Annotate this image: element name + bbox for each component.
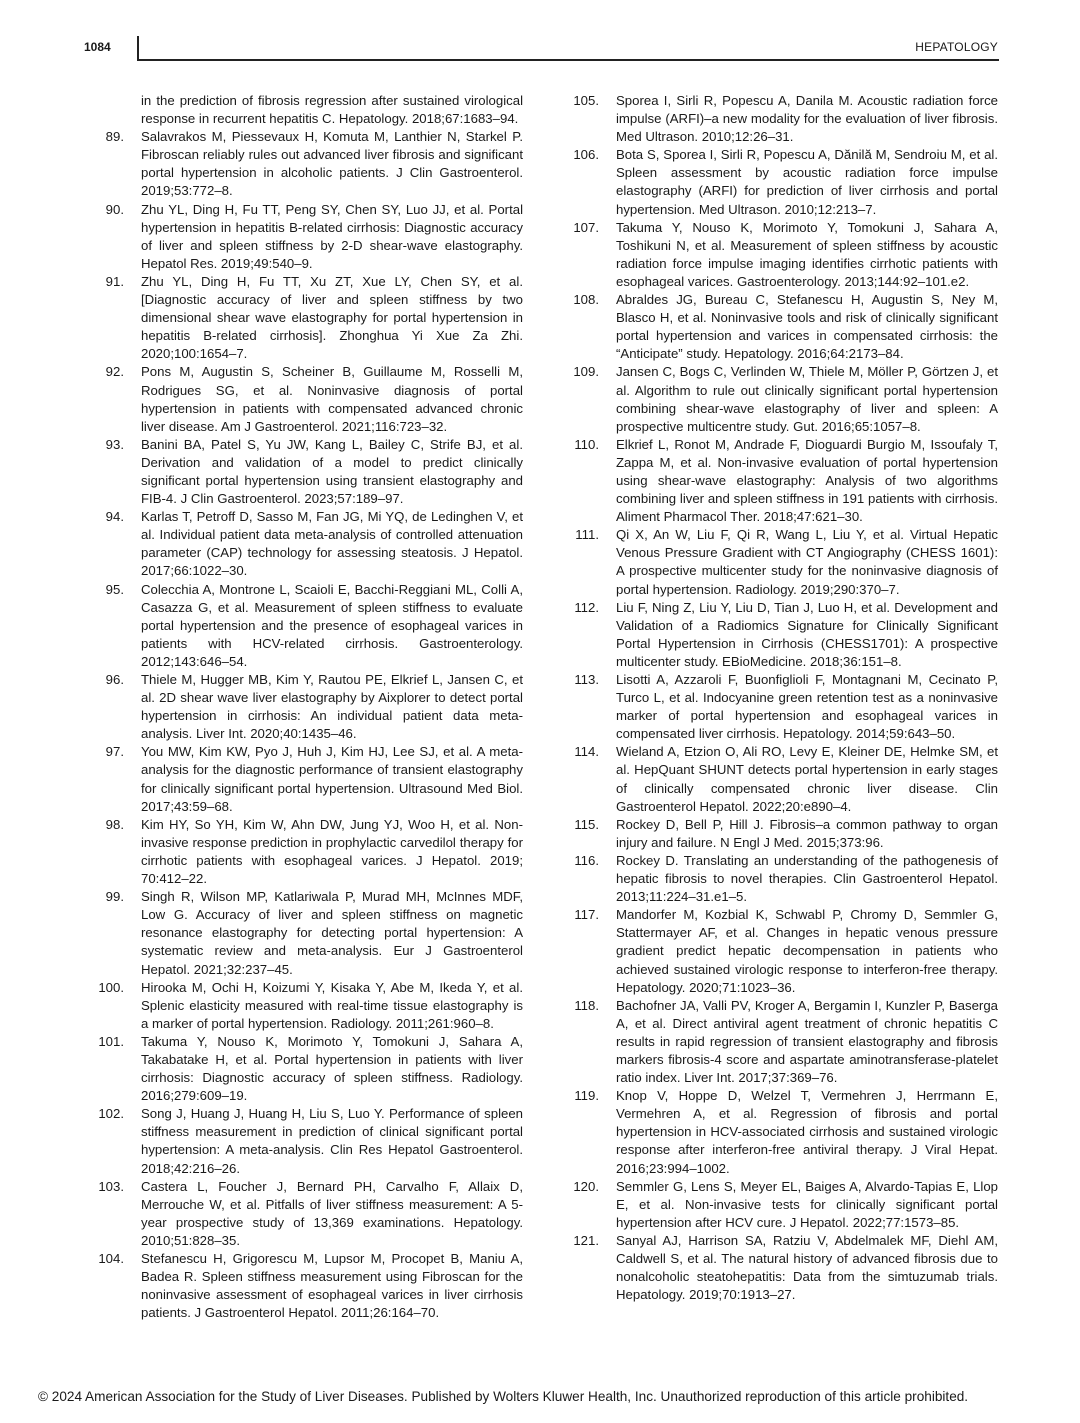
reference-text: Sporea I, Sirli R, Popescu A, Danila M. Acoustic radiation force impulse (ARFI)–a new modality for the evaluation of liver fibrosis. Med Ultrason. 2010;12:26–31. xyxy=(616,93,998,145)
reference-item xyxy=(557,671,998,743)
reference-item xyxy=(82,1105,523,1177)
reference-text: Zhu YL, Ding H, Fu TT, Peng SY, Chen SY, Luo JJ, et al. Portal hypertension in hepatitis B-related cirrhosis: Diagnostic accuracy of liver and spleen stiffness by 2-D shear-wave elastography. Hepatol Res. 2019;49:540–9. xyxy=(141,201,523,271)
reference-text: Elkrief L, Ronot M, Andrade F, Dioguardi Burgio M, Issoufaly T, Zappa M, et al. Non-invasive evaluation of portal hypertension using shear-wave elastography: Analysis of two algorithms combining liver and spleen stiffness in 191 patients with cirrhosis. Aliment Pharmacol Ther. 2018;47:621–30. xyxy=(616,436,998,525)
reference-text: Singh R, Wilson MP, Katlariwala P, Murad MH, McInnes MDF, Low G. Accuracy of liver and spleen stiffness on magnetic resonance elastography for detecting portal hypertension: A systematic review and meta-analysis. Eur J Gastroenterol Hepatol. 2021;32:237–45. xyxy=(141,889,523,977)
reference-number: 116. xyxy=(574,852,599,868)
reference-number: 100. xyxy=(98,979,124,995)
reference-item xyxy=(82,273,523,363)
reference-number: 114. xyxy=(574,744,599,760)
reference-text: Sanyal AJ, Harrison SA, Ratziu V, Abdelmalek MF, Diehl AM, Caldwell S, et al. The natural history of advanced fibrosis due to nonalcoholic steatohepatitis: Data from the simtuzumab trials. Hepatology. 2019;70:1913–27. xyxy=(616,1232,998,1303)
reference-item xyxy=(82,979,523,1033)
reference-text: Rockey D. Translating an understanding of the pathogenesis of hepatic fibrosis to novel therapies. Clin Gastroenterol Hepatol. 2013;11:224–31.e1–5. xyxy=(616,852,998,905)
reference-column-left xyxy=(82,92,523,1322)
reference-number: 112. xyxy=(574,599,599,615)
page-number: 1084 xyxy=(84,40,111,54)
reference-item xyxy=(557,816,998,852)
reference-number: 98. xyxy=(105,816,124,832)
journal-title: HEPATOLOGY xyxy=(915,40,998,54)
reference-item xyxy=(557,743,998,815)
reference-item xyxy=(82,201,523,273)
reference-number: 96. xyxy=(105,672,124,687)
reference-text: Mandorfer M, Kozbial K, Schwabl P, Chromy D, Semmler G, Stattermayer AF, et al. Changes in hepatic venous pressure gradient predict hepatic decompensation in patients who achieved sustained virologic response to interferon-free therapy. Hepatology. 2020;71:1023–36. xyxy=(616,907,998,995)
reference-item xyxy=(82,816,523,888)
reference-number: 101. xyxy=(98,1033,124,1049)
reference-item xyxy=(82,1178,523,1250)
header-divider-vertical xyxy=(137,36,139,60)
reference-text: Qi X, An W, Liu F, Qi R, Wang L, Liu Y, et al. Virtual Hepatic Venous Pressure Gradient with CT Angiography (CHESS 1601): A prospective multicenter study for the noninvasive diagnosis of portal hypertension. Radiology. 2019;290:370–7. xyxy=(616,527,998,597)
reference-number: 94. xyxy=(105,509,124,525)
reference-number: 105. xyxy=(573,93,599,108)
reference-item xyxy=(557,1087,998,1177)
reference-text: Bota S, Sporea I, Sirli R, Popescu A, Dănilă M, Sendroiu M, et al. Spleen assessment by acoustic radiation force impulse elastography (ARFI) for prediction of liver cirrhosis and portal hypertension. Med Ultrason. 2010;12:213–7. xyxy=(616,147,998,217)
reference-number: 91. xyxy=(105,273,124,289)
reference-text: Knop V, Hoppe D, Welzel T, Vermehren J, Herrmann E, Vermehren A, et al. Regression of fibrosis and portal hypertension in HCV-associated cirrhosis and sustained virologic response after interferon-free antiviral therapy. J Viral Hepat. 2016;23:994–1002. xyxy=(616,1088,998,1176)
reference-item xyxy=(82,1250,523,1322)
reference-text: You MW, Kim KW, Pyo J, Huh J, Kim HJ, Lee SJ, et al. A meta-analysis for the diagnostic performance of transient elastography for clinically significant portal hypertension. Ultrasound Med Biol. 2017;43:59–68. xyxy=(141,744,523,814)
reference-text: Zhu YL, Ding H, Fu TT, Xu ZT, Xue LY, Chen SY, et al. [Diagnostic accuracy of liver and spleen stiffness by two dimensional shear wave elastography for portal hypertension in hepatitis B-related cirrhosis]. Zhonghua Yi Xue Za Zhi. 2020;100:1654–7. xyxy=(141,273,523,362)
reference-text: Liu F, Ning Z, Liu Y, Liu D, Tian J, Luo H, et al. Development and Validation of a Radiomics Signature for Clinically Significant Portal Hypertension in Cirrhosis (CHESS1701): A prospective multicenter study. EBioMedicine. 2018;36:151–8. xyxy=(616,599,998,669)
reference-number: 117. xyxy=(574,907,599,923)
reference-text: Song J, Huang J, Huang H, Liu S, Luo Y. Performance of spleen stiffness measurement in prediction of clinical significant portal hypertension: A meta-analysis. Clin Res Hepatol Gastroenterol. 2018;42:216–26. xyxy=(141,1106,523,1176)
reference-item xyxy=(82,436,523,508)
header-divider-horizontal xyxy=(137,59,999,61)
reference-text: Salavrakos M, Piessevaux H, Komuta M, Lanthier N, Starkel P. Fibroscan reliably rules out advanced liver fibrosis and significant portal hypertension in alcoholic patients. J Clin Gastroenterol. 2019;53:772–8. xyxy=(141,129,523,199)
reference-text: Rockey D, Bell P, Hill J. Fibrosis–a common pathway to organ injury and failure. N Engl J Med. 2015;373:96. xyxy=(616,816,998,850)
reference-number: 120. xyxy=(573,1178,599,1194)
reference-item xyxy=(557,146,998,218)
reference-item xyxy=(82,743,523,815)
reference-item xyxy=(557,906,998,996)
reference-number: 118. xyxy=(574,997,599,1013)
reference-item xyxy=(82,581,523,671)
reference-text: Takuma Y, Nouso K, Morimoto Y, Tomokuni J, Sahara A, Takabatake H, et al. Portal hypertension in patients with liver cirrhosis: Diagnostic accuracy of spleen stiffness. Radiology. 2016;279:609–19. xyxy=(141,1033,523,1104)
reference-text: Wieland A, Etzion O, Ali RO, Levy E, Kleiner DE, Helmke SM, et al. HepQuant SHUNT detects portal hypertension in early stages of clinically compensated chronic liver disease. Clin Gastroenterol Hepatol. 2022;20:e890–4. xyxy=(616,744,998,814)
reference-text: Stefanescu H, Grigorescu M, Lupsor M, Procopet B, Maniu A, Badea R. Spleen stiffness measurement using Fibroscan for the noninvasive assessment of esophageal varices in liver cirrhosis patients. J Gastroenterol Hepatol. 2011;26:164–70. xyxy=(141,1251,523,1321)
reference-number: 110. xyxy=(574,436,599,452)
reference-item xyxy=(82,508,523,580)
reference-text: Bachofner JA, Valli PV, Kroger A, Bergamin I, Kunzler P, Baserga A, et al. Direct antiviral agent treatment of chronic hepatitis C results in rapid regression of transient elastography and fibrosis markers fibrosis-4 score and aspartate aminotransferase-platelet ratio index. Liver Int. 2017;37:369–76. xyxy=(616,997,998,1086)
reference-number: 99. xyxy=(105,889,124,905)
reference-item xyxy=(557,363,998,435)
reference-item xyxy=(82,363,523,435)
copyright-footer: © 2024 American Association for the Study of Liver Diseases. Published by Wolters Kluwer Health, Inc. Unauthorized reproduction of this article prohibited. xyxy=(38,1389,969,1404)
reference-text: Jansen C, Bogs C, Verlinden W, Thiele M, Möller P, Görtzen J, et al. Algorithm to rule out clinically significant portal hypertension combining shear-wave elastography of liver and spleen: A prospective multicentre study. Gut. 2016;65:1057–8. xyxy=(616,364,998,434)
reference-number: 89. xyxy=(105,129,124,145)
reference-item xyxy=(82,671,523,743)
reference-number: 103. xyxy=(98,1178,124,1194)
reference-item xyxy=(557,599,998,671)
reference-item xyxy=(557,291,998,363)
reference-item xyxy=(557,997,998,1087)
reference-item xyxy=(557,436,998,526)
reference-number: 107. xyxy=(573,219,599,235)
reference-text: Castera L, Foucher J, Bernard PH, Carvalho F, Allaix D, Merrouche W, et al. Pitfalls of liver stiffness measurement: A 5-year prospective study of 13,369 examinations. Hepatology. 2010;51:828–35. xyxy=(141,1178,523,1248)
reference-number: 121. xyxy=(573,1232,599,1248)
reference-text: Karlas T, Petroff D, Sasso M, Fan JG, Mi YQ, de Ledinghen V, et al. Individual patient data meta-analysis of controlled attenuation parameter (CAP) technology for assessing steatosis. J Hepatol. 2017;66:1022–30. xyxy=(141,509,523,579)
reference-item xyxy=(82,92,523,128)
reference-item xyxy=(557,1232,998,1304)
reference-item xyxy=(557,219,998,291)
reference-number: 102. xyxy=(98,1106,124,1122)
reference-text: Lisotti A, Azzaroli F, Buonfiglioli F, Montagnani M, Cecinato P, Turco L, et al. Indocyanine green retention test as a noninvasive marker of portal hypertension and esophageal varices in compensated liver cirrhosis. Hepatology. 2014;59:643–50. xyxy=(616,672,998,742)
reference-text: Colecchia A, Montrone L, Scaioli E, Bacchi-Reggiani ML, Colli A, Casazza G, et al. Measurement of spleen stiffness to evaluate portal hypertension and the presence of esophageal varices in patients with HCV-related cirrhosis. Gastroenterology. 2012;143:646–54. xyxy=(141,581,523,669)
reference-item xyxy=(557,852,998,906)
reference-number: 119. xyxy=(574,1088,599,1104)
reference-number: 108. xyxy=(573,292,599,308)
reference-text: Takuma Y, Nouso K, Morimoto Y, Tomokuni J, Sahara A, Toshikuni N, et al. Measurement of spleen stiffness by acoustic radiation force impulse imaging identifies cirrhotic patients with esophageal varices. Gastroenterology. 2013;144:92–101.e2. xyxy=(616,219,998,289)
reference-item xyxy=(82,128,523,200)
reference-text: Thiele M, Hugger MB, Kim Y, Rautou PE, Elkrief L, Jansen C, et al. 2D shear wave liver elastography by Aixplorer to detect portal hypertension in cirrhosis: An individual patient data meta-analysis. Liver Int. 2020;40:1435–46. xyxy=(141,672,523,742)
reference-text: Banini BA, Patel S, Yu JW, Kang L, Bailey C, Strife BJ, et al. Derivation and validation of a model to predict clinically significant portal hypertension using transient elastography and FIB-4. J Clin Gastroenterol. 2023;57:189–97. xyxy=(141,436,523,507)
reference-column-right xyxy=(557,92,998,1304)
reference-item xyxy=(82,1033,523,1105)
reference-number: 104. xyxy=(98,1251,124,1266)
reference-text: in the prediction of fibrosis regression after sustained virological response in recurrent hepatitis C. Hepatology. 2018;67:1683–94. xyxy=(141,93,523,127)
reference-item xyxy=(82,888,523,978)
reference-text: Semmler G, Lens S, Meyer EL, Baiges A, Alvardo-Tapias E, Llop E, et al. Non-invasive tests for clinically significant portal hypertension after HCV cure. J Hepatol. 2022;77:1573–85. xyxy=(616,1178,998,1230)
reference-number: 115. xyxy=(574,816,599,832)
reference-number: 111. xyxy=(575,527,599,543)
reference-text: Kim HY, So YH, Kim W, Ahn DW, Jung YJ, Woo H, et al. Non-invasive response prediction in prophylactic carvedilol therapy for cirrhotic patients with esophageal varices. J Hepatol. 2019; 70:412–22. xyxy=(141,816,523,887)
reference-text: Hirooka M, Ochi H, Koizumi Y, Kisaka Y, Abe M, Ikeda Y, et al. Splenic elasticity measured with real-time tissue elastography is a marker of portal hypertension. Radiology. 2011;261:960–8. xyxy=(141,979,523,1031)
reference-number: 109. xyxy=(573,364,599,380)
reference-number: 93. xyxy=(105,436,124,452)
reference-number: 90. xyxy=(105,201,124,217)
reference-text: Pons M, Augustin S, Scheiner B, Guillaume M, Rosselli M, Rodrigues SG, et al. Noninvasive diagnosis of portal hypertension in patients with compensated advanced chronic liver disease. Am J Gastroenterol. 2021;116:723–32. xyxy=(141,364,523,434)
reference-number: 92. xyxy=(105,364,124,380)
reference-text: Abraldes JG, Bureau C, Stefanescu H, Augustin S, Ney M, Blasco H, et al. Noninvasive tools and risk of clinically significant portal hypertension and varices in compensated cirrhosis: the “Anticipate” study. Hepatology. 2016;64:2173–84. xyxy=(616,292,998,362)
reference-number: 113. xyxy=(574,672,599,687)
reference-item xyxy=(557,92,998,146)
reference-number: 106. xyxy=(573,147,599,163)
reference-number: 97. xyxy=(105,744,124,760)
reference-item xyxy=(557,1178,998,1232)
reference-item xyxy=(557,526,998,598)
reference-number: 95. xyxy=(105,581,124,597)
